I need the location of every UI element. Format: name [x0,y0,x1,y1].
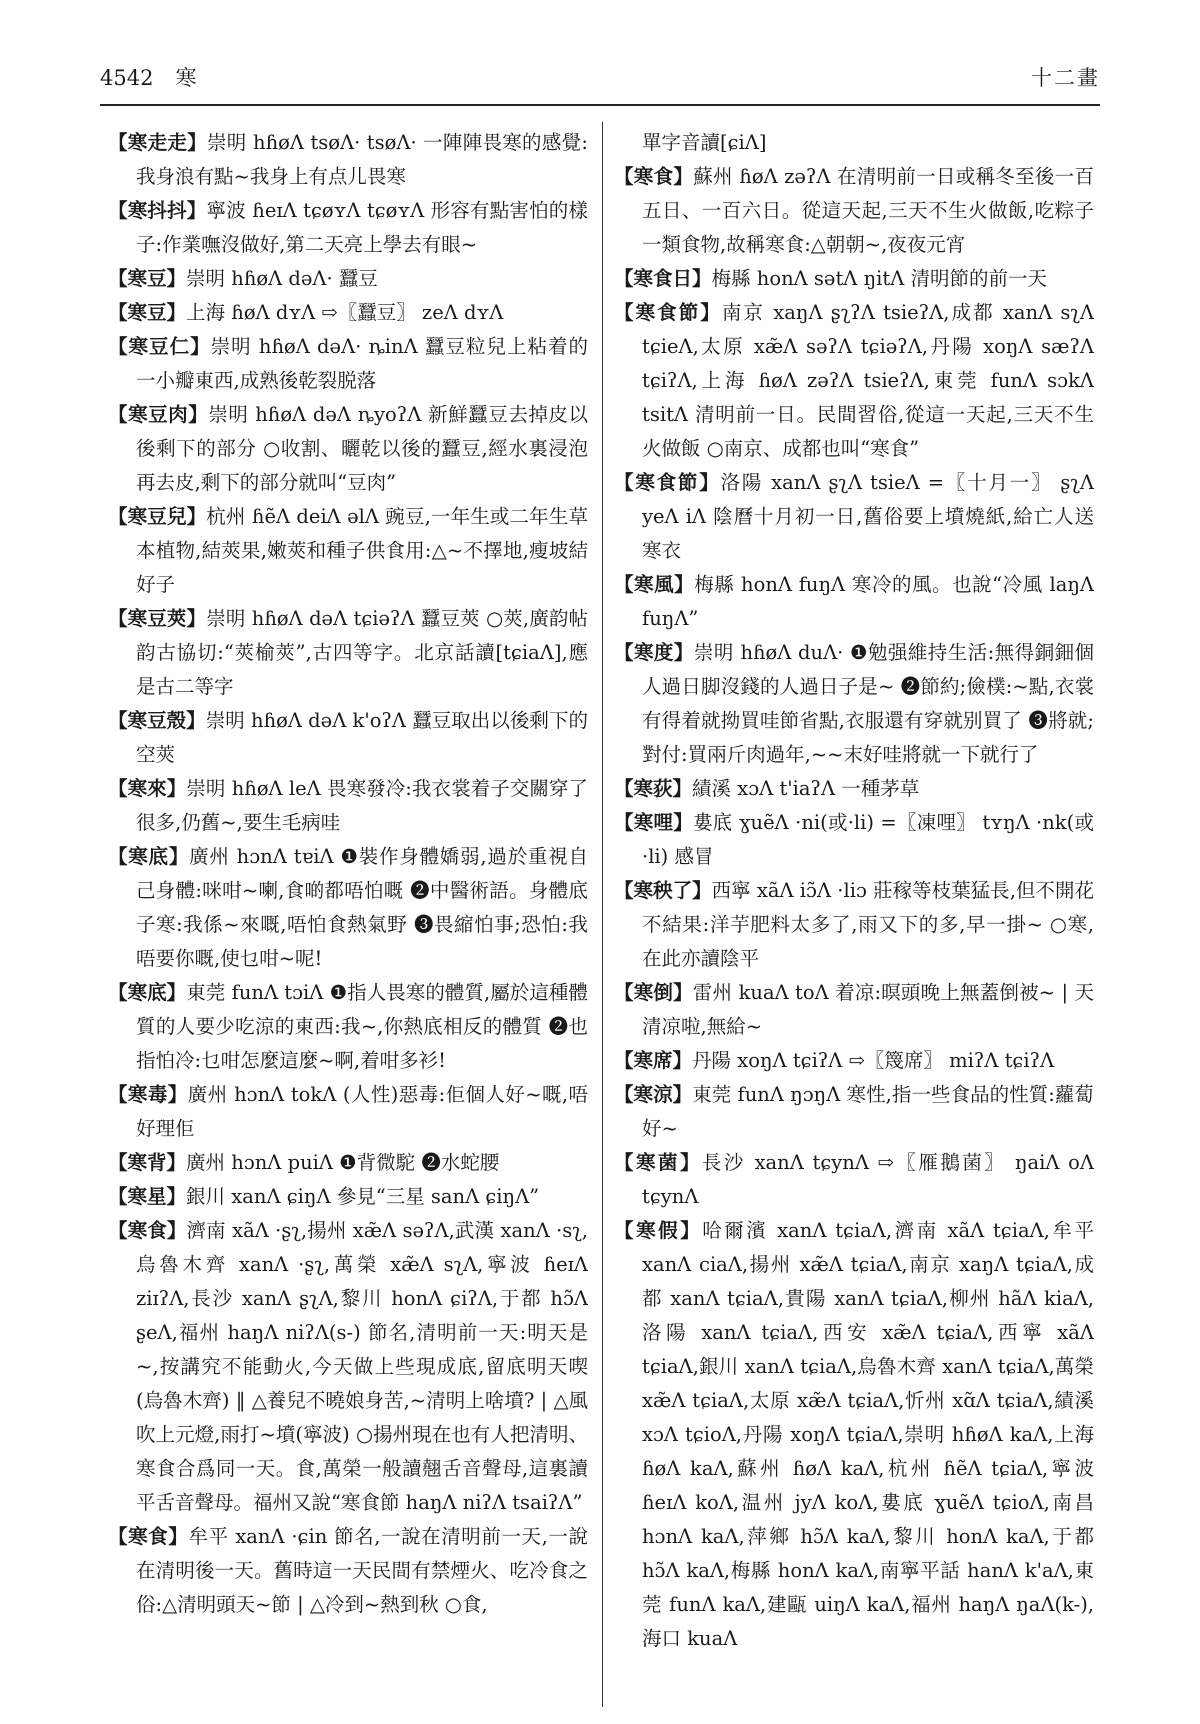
section-label: 十二畫 [1031,66,1100,90]
bracket-open: 【 [614,811,634,834]
entry-headword: 寒底 [127,981,167,1004]
entry-text: ɦeɪɅ tɕøʏɅ tɕøʏɅ 形容有點害怕的樣子:作業嘸沒做好,第二天亮上學去有眼~ [136,199,588,256]
dictionary-entry [108,296,588,330]
dictionary-entry [108,1180,588,1214]
continued-text: 單字音讀[ɕiɅ] [642,131,767,154]
dictionary-entry [108,500,588,602]
entry-place: 西寧 [711,879,751,902]
entry-headword: 寒底 [128,845,169,868]
entry-place: 哈爾濱 [702,1219,769,1242]
entry-text: kuaɅ toɅ 着凉:暝頭晚上無蓋倒被~ | 天清凉啦,無給~ [642,981,1094,1038]
entry-place: 東莞 [692,1083,732,1106]
entry-place: 廣州 [189,845,230,868]
bracket-open: 【 [108,1525,129,1548]
bracket-open: 【 [614,641,634,664]
bracket-open: 【 [108,131,128,154]
entry-place: 上海 [186,301,226,324]
bracket-close: 】 [692,267,712,290]
bracket-close: 】 [167,1083,188,1106]
entry-text: hɦøɅ leɅ 畏寒發冷:我衣裳着子交關穿了很多,仍舊~,要生毛病哇 [136,777,588,834]
bracket-open: 【 [108,845,129,868]
entry-headword: 寒食 [128,1525,169,1548]
bracket-open: 【 [108,267,128,290]
entry-text: funɅ tɔiɅ ❶指人畏寒的體質,屬於這種體質的人要少吃涼的東西:我~,你熱底相反的體質 ❷也指怕冷:乜咁怎麼這麼~啊,着咁多衫! [136,981,588,1072]
dictionary-entry [614,1214,1094,1656]
entry-text: xanɅ tɕiaɅ,濟南 xãɅ tɕiaɅ,牟平 xanɅ ciaɅ,揚州 xæ̃Ʌ tɕiaɅ,南京 xaŋɅ tɕiaɅ,成都 xanɅ tɕiaɅ,貴陽 xanɅ tɕiaɅ,柳州 hãɅ kiaɅ,洛陽 xanɅ tɕiaɅ,西安 xæ̃Ʌ tɕiaɅ,西寧 xãɅ tɕiaɅ,銀川 xanɅ tɕiaɅ,烏魯木齊 xanɅ tɕiaɅ,萬榮 xæ̃Ʌ tɕiaɅ,太原 xæ̃Ʌ tɕiaɅ,忻州 xɑ̃Ʌ tɕiaɅ,績溪 xɔɅ tɕioɅ,丹陽 xoŋɅ tɕiaɅ,崇明 hɦøɅ kaɅ,上海 ɦøɅ kaɅ,蘇州 ɦøɅ kaɅ,杭州 ɦẽɅ tɕiaɅ,寧波 ɦeɪɅ koɅ,温州 jyɅ koɅ,婁底 ɣuẽɅ tɕioɅ,南昌 hɔnɅ kaɅ,萍鄉 hɔ̃Ʌ kaɅ,黎川 honɅ kaɅ,于都 hɔ̃Ʌ kaɅ,梅縣 honɅ kaɅ,南寧平話 hanɅ k'aɅ,東莞 funɅ kaɅ,建甌 uiŋɅ kaɅ,福州 haŋɅ ŋaɅ(k-),海口 kuaɅ [642,1219,1094,1650]
bracket-open: 【 [614,879,634,902]
entry-text: hɔnɅ tokɅ (人性)惡毒:佢個人好~嘅,唔好理佢 [136,1083,588,1140]
entry-place: 梅縣 [711,267,751,290]
page-number: 4542 [100,66,154,90]
bracket-open: 【 [108,607,128,630]
entry-text: hɔnɅ tɐiɅ ❶裝作身體嬌弱,過於重視自己身體:咪咁~喇,食啲都唔怕嘅 ❷中醫術語。身體底子寒:我係~來嘅,唔怕食熱氣野 ❸畏縮怕事;恐怕:我唔要你嘅,使乜咁~呢! [136,845,588,970]
bracket-close: 】 [166,777,187,800]
dictionary-entry [108,1078,588,1146]
bracket-close: 】 [186,199,207,222]
bracket-open: 【 [614,573,635,596]
entry-text: hɦøɅ dəɅ· 蠶豆 [231,267,378,290]
entry-place: 洛陽 [720,471,764,494]
dictionary-entry [108,398,588,500]
bracket-open: 【 [108,1185,128,1208]
column-divider [602,122,603,1707]
entry-headword: 寒風 [634,573,675,596]
bracket-open: 【 [614,777,634,800]
bracket-close: 】 [673,981,693,1004]
bracket-close: 】 [672,1083,693,1106]
bracket-open: 【 [614,981,634,1004]
entry-place: 婁底 [692,811,733,834]
entry-place: 南京 [721,301,765,324]
entry-text: xanɅ tɕynɅ ⇨〖雁鵝菌〗 ŋaiɅ oɅ tɕynɅ [642,1151,1094,1208]
bracket-open: 【 [108,1083,128,1106]
bracket-close: 】 [168,1525,189,1548]
entry-headword: 寒食 [633,165,674,188]
entry-headword: 寒菌 [635,1151,680,1174]
entry-text: hɔnɅ puiɅ ❶背微駝 ❷水蛇腰 [231,1151,500,1174]
entry-text: xanɅ ɕiŋɅ 參見“三星 sanɅ ɕiŋɅ” [231,1185,540,1208]
bracket-close: 】 [186,607,207,630]
dictionary-entry [108,330,588,398]
entry-headword: 寒食 [127,1219,167,1242]
entry-headword: 寒涼 [633,1083,673,1106]
entry-headword: 寒假 [636,1219,681,1242]
entry-text: xãɅ ·ʂʅ,揚州 xæ̃Ʌ səʔɅ,武漢 xanɅ ·sʅ,烏魯木齊 xanɅ ·ʂʅ,萬榮 xæ̃Ʌ sʅɅ,寧波 ɦeɪɅ ziɪʔɅ,長沙 xanɅ ʂʅɅ,黎川 honɅ ɕiʔɅ,于都 hɔ̃Ʌ ʂeɅ,福州 haŋɅ niʔɅ(s-) 節名,清明前一天:明天是~,按講究不能動火,今天做上些現成底,留底明天喫(烏魯木齊) ‖ △養兒不曉娘身苦,~清明上啥墳? | △風吹上元燈,雨打~墳(寧波) ○揚州現在也有人把清明、寒食合爲同一天。食,萬榮一般讀翹舌音聲母,這裏讀平舌音聲母。福州又說“寒食節 haŋɅ niʔɅ tsaiʔɅ” [136,1219,588,1514]
entry-text: xanɅ ʂʅɅ tsieɅ =〖十月一〗 ʂʅɅ yeɅ iɅ 陰曆十月初一日,舊俗要上墳燒紙,給亡人送寒衣 [642,471,1094,562]
dictionary-entry [614,262,1094,296]
entry-place: 雷州 [692,981,733,1004]
entry-headword: 寒席 [633,1049,673,1072]
bracket-close: 】 [168,845,190,868]
bracket-open: 【 [108,709,128,732]
bracket-close: 】 [190,335,211,358]
entry-text: xaŋɅ ʂʅʔɅ tsieʔɅ,成都 xanɅ sʅɅ tɕieɅ,太原 xæ̃Ʌ səʔɅ tɕiəʔɅ,丹陽 xoŋɅ sæʔɅ tɕiʔɅ,上海 ɦøɅ zəʔɅ tsieʔɅ,東莞 funɅ sɔkɅ tsitɅ 清明前一日。民間習俗,從這一天起,三天不生火做飯 ○南京、成都也叫“寒食” [642,301,1094,460]
entry-place: 濟南 [186,1219,226,1242]
header-character: 寒 [175,66,197,90]
bracket-close: 】 [692,879,712,902]
bracket-open: 【 [108,981,128,1004]
entry-headword: 寒豆仁 [128,335,191,358]
dictionary-entry [108,602,588,704]
entry-headword: 寒秧了 [633,879,693,902]
entry-place: 崇明 [206,131,247,154]
dictionary-entry [614,568,1094,636]
dictionary-entry [108,262,588,296]
entry-text: xoŋɅ tɕiʔɅ ⇨〖篾席〗 miʔɅ tɕiʔɅ [737,1049,1055,1072]
entry-headword: 寒星 [127,1185,167,1208]
bracket-open: 【 [614,301,636,324]
bracket-open: 【 [614,1049,634,1072]
entry-place: 崇明 [210,335,252,358]
entry-text: hɦøɅ dəɅ tɕiəʔɅ 蠶豆莢 ○莢,廣韵帖韵古協切:“莢榆莢”,古四等字。北京話讀[tɕiaɅ],應是古二等字 [136,607,588,698]
entry-headword: 寒豆莢 [127,607,187,630]
dictionary-entry [108,1146,588,1180]
dictionary-entry [108,840,588,976]
right-column [614,126,1094,1711]
entry-headword: 寒豆 [127,301,167,324]
entry-text: ɦøɅ zəʔɅ 在清明前一日或稱冬至後一百五日、一百六日。從這天起,三天不生火做飯,吃粽子一類食物,故稱寒食:△朝朝~,夜夜元宵 [642,165,1094,256]
entry-place: 梅縣 [694,573,735,596]
entry-text: xanɅ ·ɕin 節名,一說在清明前一天,一說在清明後一天。舊時這一天民間有禁煙火、吃冷食之俗:△清明頭天~節 | △冷到~熱到秋 ○食, [136,1525,588,1616]
entry-text: xɔɅ t'iaʔɅ 一種茅草 [737,777,920,800]
entry-place: 東莞 [186,981,226,1004]
dictionary-entry [108,704,588,772]
bracket-open: 【 [614,267,634,290]
entry-headword: 寒食日 [633,267,693,290]
bracket-close: 】 [680,1219,703,1242]
entry-headword: 寒倒 [633,981,674,1004]
entry-headword: 寒食節 [635,471,700,494]
dictionary-entry [614,1146,1094,1214]
header-left [100,62,196,92]
entry-place: 崇明 [693,641,734,664]
entry-text: honɅ fuŋɅ 寒冷的風。也說“冷風 laŋɅ fuŋɅ” [642,573,1094,630]
entry-headword: 寒背 [127,1151,167,1174]
entry-text: ɣuẽɅ ·ni(或·li) =〖凍哩〗 tʏŋɅ ·nk(或·li) 感冒 [642,811,1094,868]
bracket-close: 】 [166,301,187,324]
entry-headword: 寒豆殼 [127,709,187,732]
bracket-close: 】 [672,1049,693,1072]
entry-text: hɦøɅ duɅ· ❶勉强維持生活:無得銅鈿個人過日脚沒錢的人過日子是~ ❷節約;儉樸:~點,衣裳有得着就拗買哇節省點,衣服還有穿就别買了 ❸將就;對付:買兩斤肉過年,~~末好哇將就一下就行了 [642,641,1094,766]
entry-place: 績溪 [692,777,732,800]
bracket-open: 【 [108,505,128,528]
bracket-close: 】 [673,811,693,834]
bracket-close: 】 [187,131,207,154]
entry-headword: 寒豆兒 [127,505,187,528]
bracket-close: 】 [679,1151,702,1174]
dictionary-entry [614,1044,1094,1078]
bracket-close: 】 [699,471,721,494]
bracket-close: 】 [674,573,695,596]
bracket-close: 】 [188,403,209,426]
bracket-open: 【 [108,777,128,800]
entry-text: hɦøɅ dəɅ· ȵinɅ 蠶豆粒兒上粘着的一小瓣東西,成熟後乾裂脱落 [136,335,588,392]
entry-headword: 寒荻 [633,777,673,800]
dictionary-entry [108,772,588,840]
entry-text: honɅ sətɅ ŋitɅ 清明節的前一天 [756,267,1047,290]
entry-place: 寧波 [206,199,246,222]
entry-headword: 寒哩 [633,811,674,834]
dictionary-entry [614,636,1094,772]
entry-text: funɅ ŋɔŋɅ 寒性,指一些食品的性質:蘿蔔好~ [642,1083,1094,1140]
dictionary-entry [614,466,1094,568]
bracket-close: 】 [166,1185,187,1208]
entry-headword: 寒豆 [127,267,167,290]
entry-place: 崇明 [206,607,246,630]
bracket-open: 【 [614,1151,636,1174]
entry-place: 蘇州 [693,165,733,188]
bracket-close: 】 [672,777,693,800]
header-rule [100,104,1100,106]
entry-headword: 寒抖抖 [127,199,187,222]
bracket-close: 】 [700,301,722,324]
dictionary-entry [614,1078,1094,1146]
dictionary-entry [108,1214,588,1520]
entry-place: 崇明 [186,267,226,290]
entry-text: hɦøɅ tsøɅ· tsøɅ· 一陣陣畏寒的感覺:我身浪有點~我身上有点儿畏寒 [136,131,588,188]
entry-place: 牟平 [188,1525,229,1548]
bracket-close: 】 [166,267,187,290]
bracket-open: 【 [614,471,636,494]
bracket-close: 】 [186,505,207,528]
entry-place: 廣州 [186,1151,226,1174]
dictionary-entry [614,296,1094,466]
dictionary-entry [614,976,1094,1044]
page-header [100,62,1100,106]
dictionary-entry [108,194,588,262]
dictionary-entry [108,1520,588,1622]
entry-text: ɦẽɅ deiɅ əlɅ 豌豆,一年生或二年生草本植物,結莢果,嫩莢和種子供食用:△~不擇地,瘦坡結好子 [136,505,588,596]
bracket-open: 【 [108,1219,128,1242]
left-column [108,126,588,1711]
entry-headword: 寒毒 [127,1083,168,1106]
entry-place: 丹陽 [692,1049,732,1072]
bracket-close: 】 [166,1151,187,1174]
entry-headword: 寒來 [127,777,167,800]
continued-entry-text [614,126,1094,160]
entry-text: hɦøɅ dəɅ ȵyoʔɅ 新鮮蠶豆去掉皮以後剩下的部分 ○收割、曬乾以後的蠶豆,經水裏浸泡再去皮,剩下的部分就叫“豆肉” [136,403,588,494]
entry-place: 廣州 [187,1083,228,1106]
entry-headword: 寒食節 [635,301,701,324]
bracket-open: 【 [614,1083,634,1106]
entry-place: 銀川 [186,1185,226,1208]
entry-text: hɦøɅ dəɅ k'oʔɅ 蠶豆取出以後剩下的空莢 [136,709,588,766]
bracket-close: 】 [166,981,187,1004]
dictionary-entry [614,806,1094,874]
bracket-open: 【 [108,301,128,324]
entry-place: 長沙 [701,1151,746,1174]
entry-headword: 寒走走 [127,131,188,154]
bracket-open: 【 [108,403,129,426]
entry-place: 杭州 [206,505,246,528]
dictionary-entry [108,126,588,194]
entry-place: 崇明 [186,777,226,800]
bracket-close: 】 [673,641,694,664]
entry-headword: 寒度 [633,641,674,664]
dictionary-entry [108,976,588,1078]
dictionary-entry [614,874,1094,976]
entry-place: 崇明 [205,709,245,732]
bracket-open: 【 [108,335,129,358]
bracket-close: 】 [186,709,206,732]
entry-text: xãɅ iɔ̃Ʌ ·liɔ 莊稼等枝葉猛長,但不開花不結果:洋芋肥料太多了,雨又下的多,早一掛~ ○寒,在此亦讀陰平 [642,879,1094,970]
dictionary-entry [614,772,1094,806]
bracket-open: 【 [108,1151,128,1174]
bracket-close: 】 [166,1219,187,1242]
entry-headword: 寒豆肉 [128,403,189,426]
bracket-open: 【 [614,1219,637,1242]
dictionary-entry [614,160,1094,262]
entry-place: 崇明 [208,403,249,426]
entry-text: ɦøɅ dʏɅ ⇨〖蠶豆〗 zeɅ dʏɅ [231,301,504,324]
bracket-open: 【 [614,165,634,188]
bracket-open: 【 [108,199,128,222]
bracket-close: 】 [673,165,694,188]
